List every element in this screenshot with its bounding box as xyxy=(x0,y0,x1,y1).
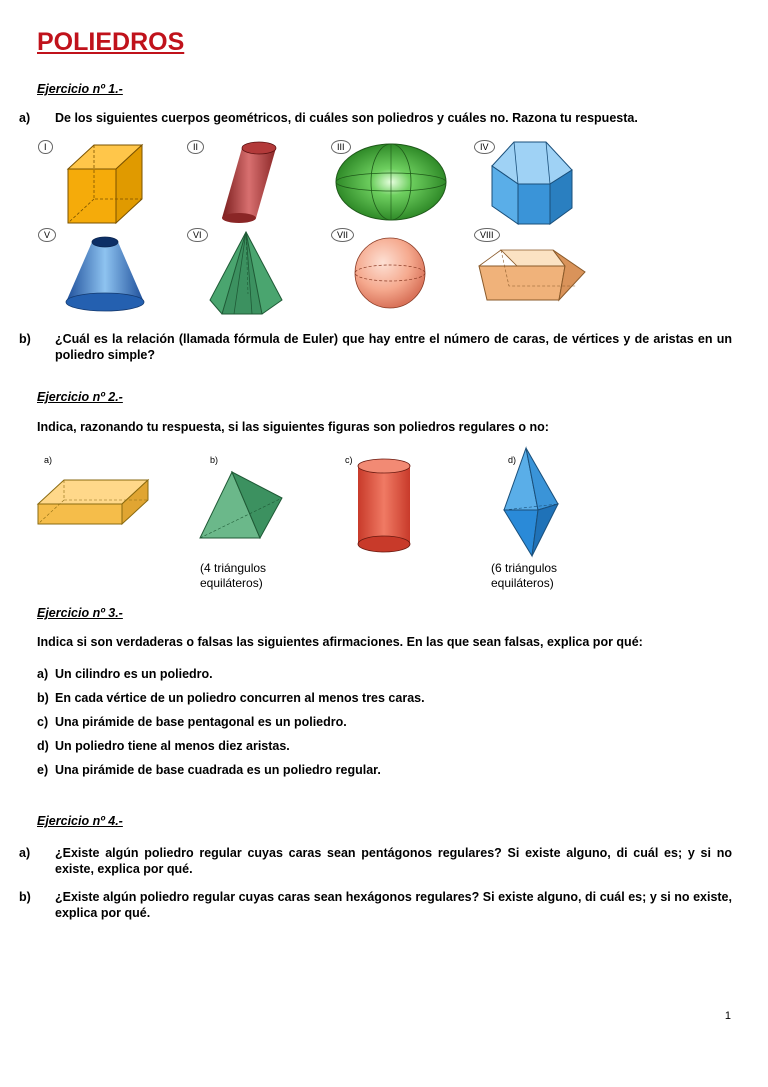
sphere-figure xyxy=(353,236,427,310)
ex3-heading: Ejercicio nº 3.- xyxy=(37,606,123,620)
ex2-label-d: d) xyxy=(508,455,517,465)
truncated-cone-figure xyxy=(64,234,146,314)
ex3-b-text: En cada vértice de un poliedro concurren al menos tres caras. xyxy=(55,691,425,705)
trapezoidal-prism-figure xyxy=(477,248,587,302)
bipyramid-figure xyxy=(502,446,560,558)
figure-label-VIII: VIII xyxy=(474,228,500,242)
ex4-a-text: ¿Existe algún poliedro regular cuyas caras sean pentágonos regulares? Si existe alguno, di cuál es; y si no existe, explica por qué. xyxy=(55,846,732,876)
ex3-c-label: c) xyxy=(37,715,49,729)
ex3-d-label: d) xyxy=(37,739,49,753)
ex2-text: Indica, razonando tu respuesta, si las siguientes figuras son poliedros regulares o no: xyxy=(37,420,549,434)
hexagonal-pyramid-figure xyxy=(208,230,284,316)
ex1-a-label: a) xyxy=(19,111,31,125)
ellipsoid-figure xyxy=(334,142,448,222)
figure-label-II: II xyxy=(187,140,204,154)
ex3-item-b xyxy=(37,690,732,706)
rectangular-prism-figure xyxy=(36,478,150,526)
ex1-heading: Ejercicio nº 1.- xyxy=(37,82,123,96)
caption-b-line2: equiláteros) xyxy=(200,576,263,590)
ex2-caption-b xyxy=(200,561,266,591)
ex2-label-b: b) xyxy=(210,455,219,465)
tetrahedron-figure xyxy=(198,470,284,540)
caption-b-line1: (4 triángulos xyxy=(200,561,267,575)
figure-label-IV: IV xyxy=(474,140,495,154)
ex2-caption-d xyxy=(491,561,557,591)
ex3-a-label: a) xyxy=(37,667,49,681)
ex3-c-text: Una pirámide de base pentagonal es un poliedro. xyxy=(55,715,347,729)
ex4-question-b xyxy=(19,889,732,921)
ex1-question-a xyxy=(19,110,732,126)
ex4-heading: Ejercicio nº 4.- xyxy=(37,814,123,828)
figure-label-VI: VI xyxy=(187,228,208,242)
oblique-cylinder-figure xyxy=(218,140,280,224)
figure-label-V: V xyxy=(38,228,56,242)
cylinder-figure xyxy=(356,458,412,554)
ex3-e-label: e) xyxy=(37,763,49,777)
ex3-b-label: b) xyxy=(37,691,49,705)
caption-d-line1: (6 triángulos xyxy=(491,561,558,575)
ex1-b-text: ¿Cuál es la relación (llamada fórmula de Euler) que hay entre el número de caras, de vértices y de aristas en un poliedro simple? xyxy=(55,332,732,362)
ex3-item-e xyxy=(37,762,732,778)
cube-figure xyxy=(66,143,146,225)
ex4-question-a xyxy=(19,845,732,877)
ex2-heading: Ejercicio nº 2.- xyxy=(37,390,123,404)
ex3-d-text: Un poliedro tiene al menos diez aristas. xyxy=(55,739,290,753)
ex4-b-label: b) xyxy=(19,890,31,904)
page-number: 1 xyxy=(724,1010,731,1022)
ex3-item-d xyxy=(37,738,732,754)
ex2-label-a: a) xyxy=(44,455,53,465)
ex2-label-c: c) xyxy=(345,455,353,465)
ex1-question-b xyxy=(19,331,732,363)
ex3-item-c xyxy=(37,714,732,730)
ex3-text: Indica si son verdaderas o falsas las siguientes afirmaciones. En las que sean falsas, explica por qué: xyxy=(37,635,643,649)
ex4-b-text: ¿Existe algún poliedro regular cuyas caras sean hexágonos regulares? Si existe alguno, di cuál es; y si no existe, explica por qué. xyxy=(55,890,732,920)
page-title: POLIEDROS xyxy=(37,28,185,56)
ex1-b-label: b) xyxy=(19,332,31,346)
ex1-a-text: De los siguientes cuerpos geométricos, di cuáles son poliedros y cuáles no. Razona tu respuesta. xyxy=(55,111,638,125)
ex4-a-label: a) xyxy=(19,846,31,860)
ex3-a-text: Un cilindro es un poliedro. xyxy=(55,667,213,681)
figure-label-III: III xyxy=(331,140,351,154)
pentagonal-solid-figure xyxy=(490,140,576,226)
figure-label-I: I xyxy=(38,140,53,154)
ex3-e-text: Una pirámide de base cuadrada es un poliedro regular. xyxy=(55,763,381,777)
figure-label-VII: VII xyxy=(331,228,354,242)
ex3-item-a xyxy=(37,666,732,682)
caption-d-line2: equiláteros) xyxy=(491,576,554,590)
